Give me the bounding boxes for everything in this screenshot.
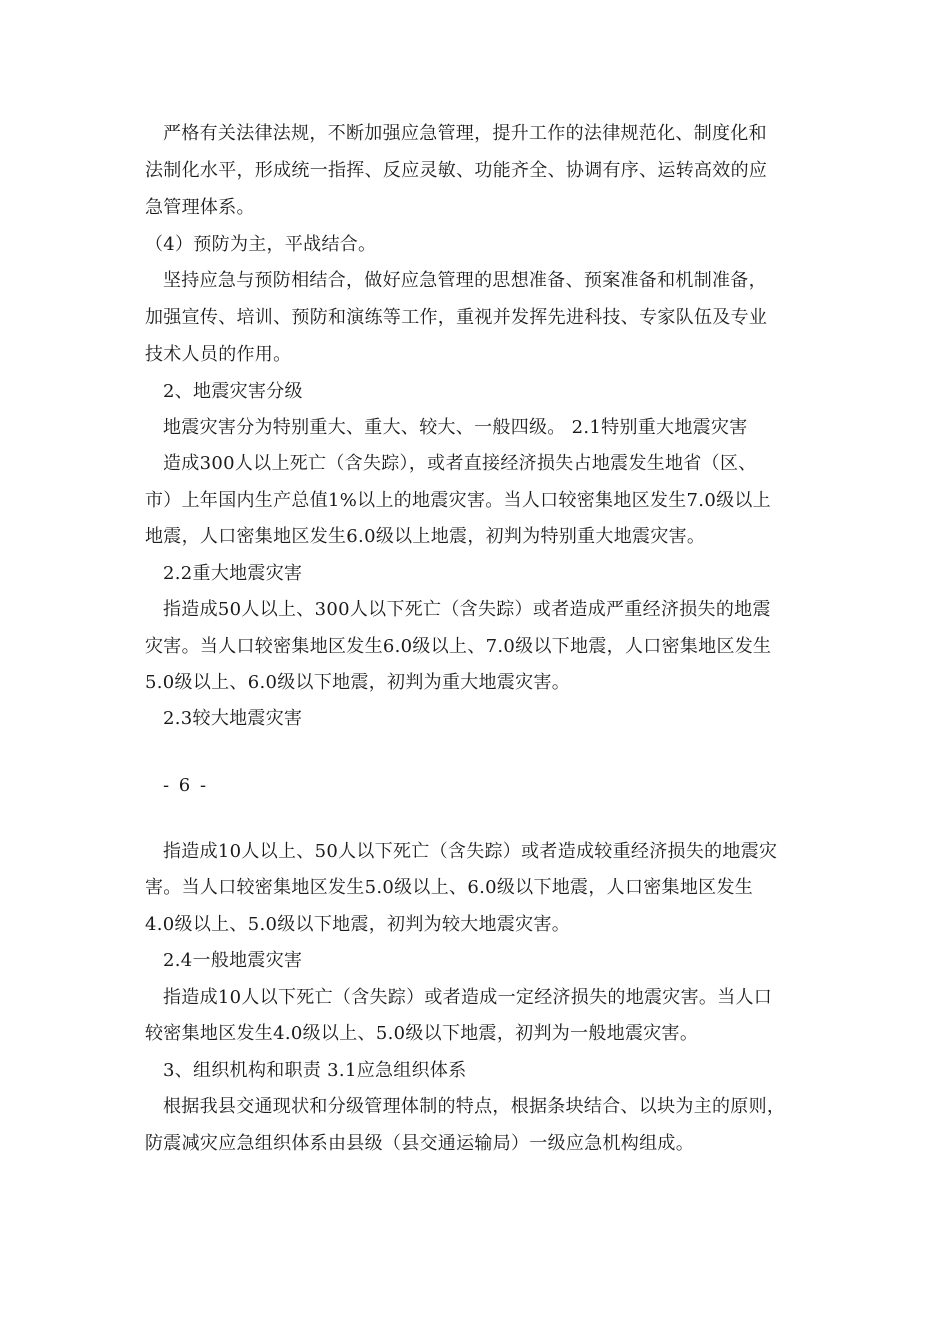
text-line: 严格有关法律法规，不断加强应急管理，提升工作的法律规范化、制度化和	[163, 123, 767, 144]
text-line: 市）上年国内生产总值1%以上的地震灾害。当人口较密集地区发生7.0级以上	[145, 490, 771, 511]
text-line: 5.0级以上、6.0级以下地震，初判为重大地震灾害。	[145, 672, 571, 693]
text-line: 指造成50人以上、300人以下死亡（含失踪）或者造成严重经济损失的地震	[163, 599, 771, 620]
text-line: 地震，人口密集地区发生6.0级以上地震，初判为特别重大地震灾害。	[145, 526, 706, 547]
text-line: 造成300人以上死亡（含失踪），或者直接经济损失占地震发生地省（区、	[163, 453, 757, 474]
text-line: 坚持应急与预防相结合，做好应急管理的思想准备、预案准备和机制准备，	[163, 270, 767, 291]
text-line: 指造成10人以上、50人以下死亡（含失踪）或者造成较重经济损失的地震灾	[163, 841, 778, 862]
text-line: 害。当人口较密集地区发生5.0级以上、6.0级以下地震，人口密集地区发生	[145, 877, 754, 898]
text-line: 根据我县交通现状和分级管理体制的特点，根据条块结合、以块为主的原则，	[163, 1096, 786, 1117]
text-line: 技术人员的作用。	[145, 344, 292, 365]
text-line: 加强宣传、培训、预防和演练等工作，重视并发挥先进科技、专家队伍及专业	[145, 307, 768, 328]
text-line: 指造成10人以下死亡（含失踪）或者造成一定经济损失的地震灾害。当人口	[163, 987, 773, 1008]
page-number: - 6 -	[163, 775, 209, 796]
text-line: 4.0级以上、5.0级以下地震，初判为较大地震灾害。	[145, 914, 571, 935]
section-heading: 2.3较大地震灾害	[163, 708, 303, 729]
section-heading: 2.2重大地震灾害	[163, 563, 303, 584]
text-line: （4）预防为主，平战结合。	[145, 234, 377, 255]
section-heading: 3、组织机构和职责 3.1应急组织体系	[163, 1060, 467, 1081]
text-line: 法制化水平，形成统一指挥、反应灵敏、功能齐全、协调有序、运转高效的应	[145, 160, 768, 181]
text-line: 较密集地区发生4.0级以上、5.0级以下地震，初判为一般地震灾害。	[145, 1023, 699, 1044]
text-line: 灾害。当人口较密集地区发生6.0级以上、7.0级以下地震，人口密集地区发生	[145, 636, 772, 657]
section-heading: 2、地震灾害分级	[163, 381, 303, 402]
text-line: 急管理体系。	[145, 197, 255, 218]
section-heading: 2.4一般地震灾害	[163, 950, 303, 971]
text-line: 地震灾害分为特别重大、重大、较大、一般四级。 2.1特别重大地震灾害	[163, 417, 748, 438]
text-line: 防震减灾应急组织体系由县级（县交通运输局）一级应急机构组成。	[145, 1133, 694, 1154]
